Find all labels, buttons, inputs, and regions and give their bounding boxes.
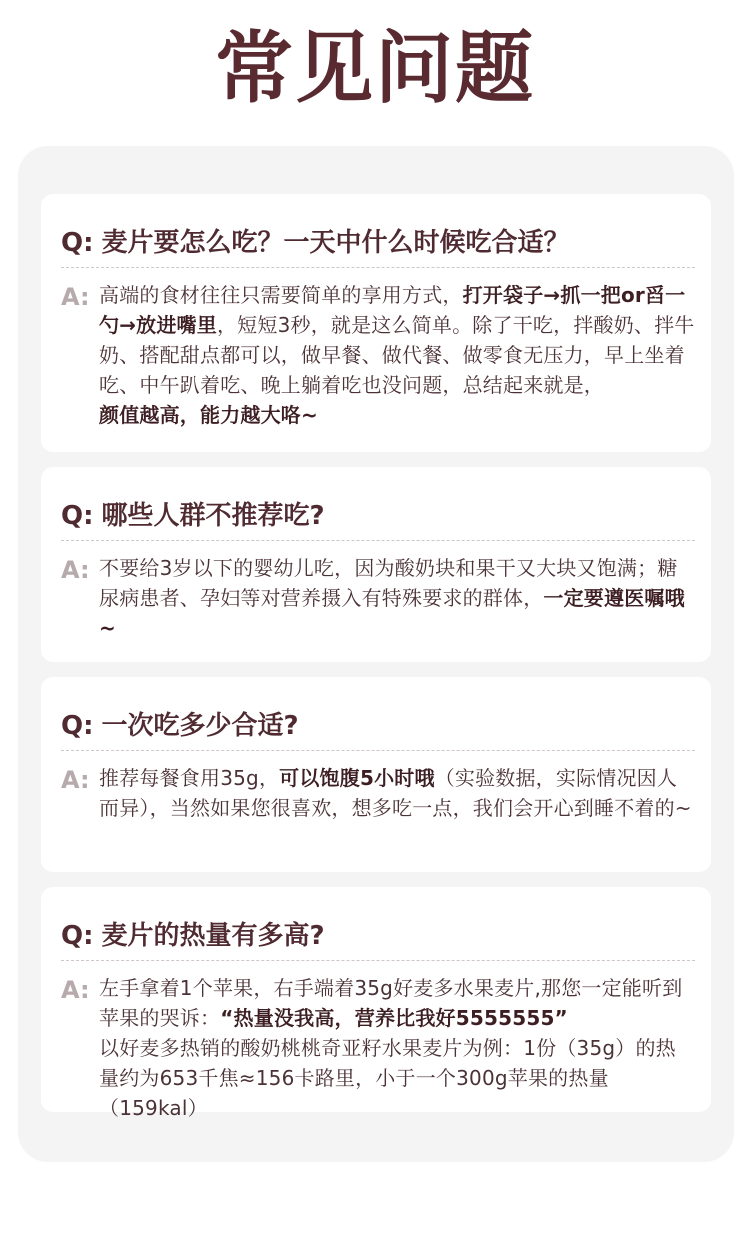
q-mark: Q: xyxy=(61,710,94,741)
answer-highlight: “热量没我高，营养比我好5555555” xyxy=(220,1006,568,1030)
answer-text xyxy=(99,763,695,823)
answer-part: 左手拿着1个苹果，右手端着35g好麦多水果麦片,那您一定能听到苹果的哭诉： xyxy=(99,976,683,1030)
answer-text xyxy=(99,553,695,643)
faq-answer xyxy=(61,280,695,430)
faq-question xyxy=(61,913,695,961)
answer-part: ，短短3秒，就是这么简单。除了干吃，拌酸奶、拌牛奶、搭配甜点都可以，做早餐、做代餐、做零食无压力，早上坐着吃、中午趴着吃、晚上躺着吃也没问题，总结起来就是， xyxy=(99,313,695,397)
q-mark: Q: xyxy=(61,227,94,258)
answer-highlight: 颜值越高，能力越大咯~ xyxy=(99,403,318,427)
faq-answer xyxy=(61,763,695,823)
a-mark: A: xyxy=(61,556,90,584)
answer-highlight: 一定要遵医嘱哦~ xyxy=(99,586,685,640)
answer-text xyxy=(99,280,695,430)
faq-question xyxy=(61,703,695,751)
faq-question xyxy=(61,220,695,268)
faq-answer xyxy=(61,973,695,1123)
question-text: 一次吃多少合适? xyxy=(101,710,299,741)
answer-highlight: 可以饱腹5小时哦 xyxy=(279,766,435,790)
page-title: 常见问题 xyxy=(214,24,535,114)
question-text: 麦片的热量有多高? xyxy=(101,920,325,951)
faq-card xyxy=(41,194,711,452)
faq-card xyxy=(41,677,711,872)
answer-part: 高端的食材往往只需要简单的享用方式， xyxy=(99,283,463,307)
faq-answer xyxy=(61,553,695,643)
question-text: 哪些人群不推荐吃? xyxy=(101,500,325,531)
a-mark: A: xyxy=(61,766,90,794)
answer-part: 推荐每餐食用35g， xyxy=(99,766,280,790)
answer-highlight: 打开袋子→抓一把or舀一勺→放进嘴里 xyxy=(99,283,686,337)
faq-card xyxy=(41,467,711,662)
answer-part: （实验数据，实际情况因人而异），当然如果您很喜欢，想多吃一点，我们会开心到睡不着的~ xyxy=(99,766,692,820)
faq-card xyxy=(41,887,711,1120)
question-text: 麦片要怎么吃？一天中什么时候吃合适？ xyxy=(101,227,570,258)
q-mark: Q: xyxy=(61,920,94,951)
q-mark: Q: xyxy=(61,500,94,531)
a-mark: A: xyxy=(61,976,90,1004)
faq-question xyxy=(61,493,695,541)
answer-part: 以好麦多热销的酸奶桃桃奇亚籽水果麦片为例：1份（35g）的热量约为653千焦≈156卡路里，小于一个300g苹果的热量（159kal） xyxy=(99,1036,676,1120)
answer-part: 不要给3岁以下的婴幼儿吃，因为酸奶块和果干又大块又饱满；糖尿病患者、孕妇等对营养摄入有特殊要求的群体， xyxy=(99,556,678,610)
a-mark: A: xyxy=(61,283,90,311)
answer-text xyxy=(99,973,695,1123)
